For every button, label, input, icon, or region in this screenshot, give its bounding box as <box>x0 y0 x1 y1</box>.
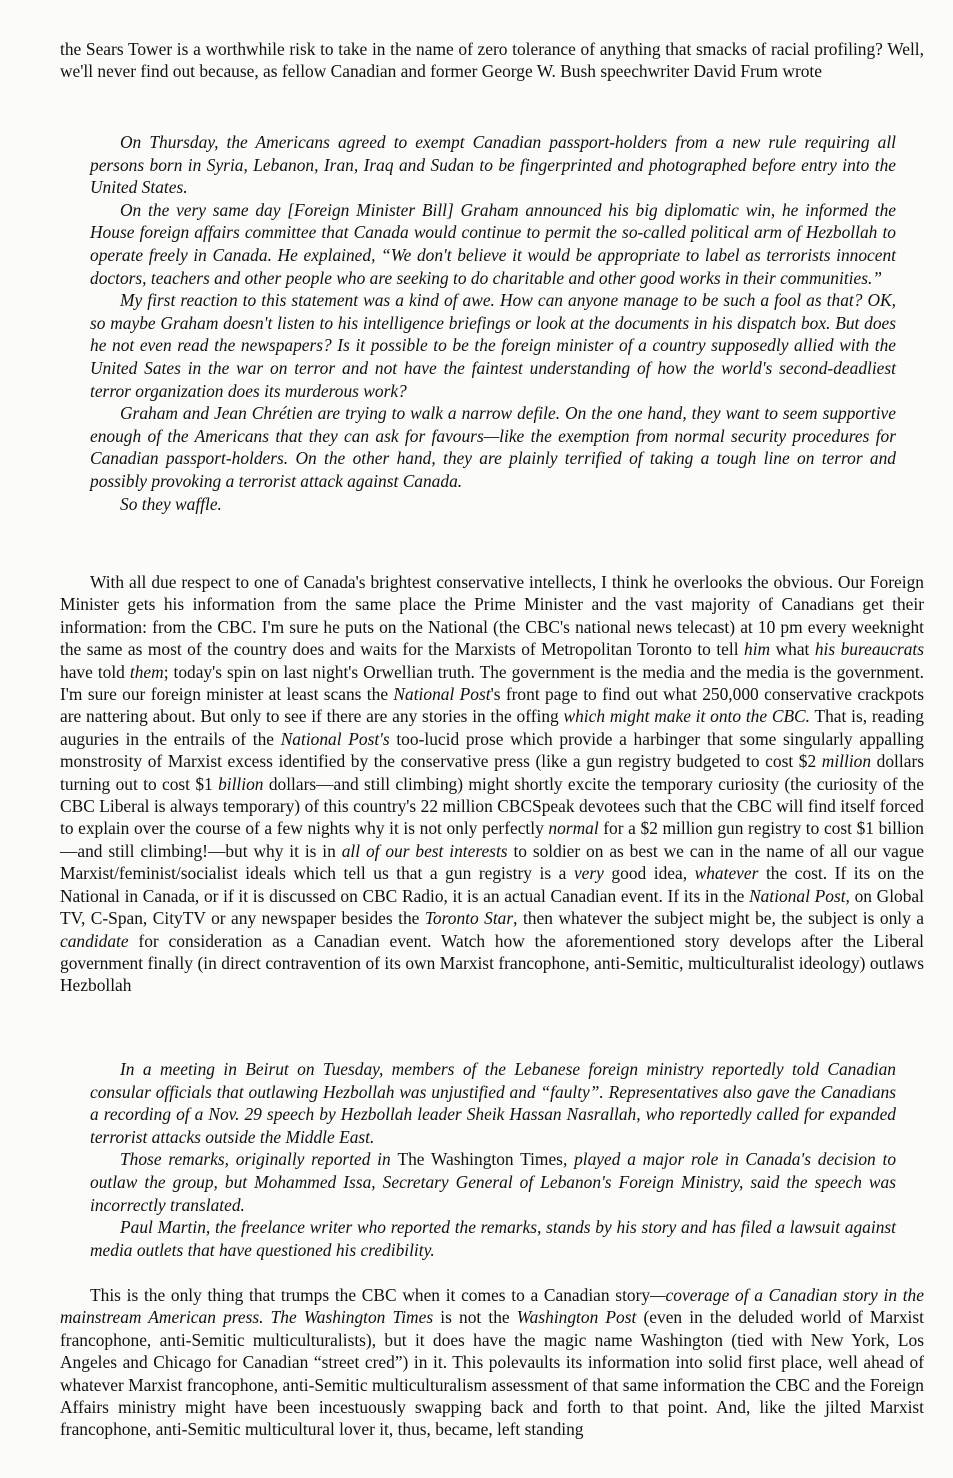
body-text: for consideration as a Canadian event. Watch how the aforementioned story develops after the Liberal government finally (in direct contravention of its own Marxist francophone, anti-Semitic, multiculturalist ideology) outlaws Hezbollah <box>60 930 924 996</box>
body-text: dollars turning out to cost $1 <box>60 751 924 794</box>
quote-paragraph: In a meeting in Beirut on Tuesday, members of the Lebanese foreign ministry reportedly told Canadian consular officials that outlawing Hezbollah was unjustified and “faulty”. Representatives also gave the Canadians a recording of a Nov. 29 speech by Hezbollah leader Sheik Hassan Nasrallah, who reportedly called for expanded terrorist attacks outside the Middle East. <box>90 1059 896 1147</box>
body-text: have told <box>60 661 130 682</box>
body-text: ; today's spin on last night's Orwellian truth. The government is the media and the media is the government. I'm sure our foreign minister at least scans the <box>60 661 925 705</box>
body-paragraph-american-press <box>60 1284 924 1441</box>
emphasis: candidate <box>60 930 129 951</box>
body-text: good idea, <box>603 863 695 884</box>
emphasis: —coverage of a Canadian story in the mainstream American press. The Washington Times <box>60 1285 924 1328</box>
quote-paragraph: So they waffle. <box>120 493 222 514</box>
emphasis: National Post <box>393 684 491 705</box>
body-text: , then whatever the subject might be, the subject is only a <box>513 908 924 929</box>
emphasis: his bureaucrats <box>814 639 925 660</box>
body-text: (even in the deluded world of Marxist francophone, anti-Semitic multiculturalists), but it does have the magic name Washington (tied with New York, Los Angeles and Chicago for Canadian “street cred”) in it. This polevaults its information into solid first place, well ahead of whatever Marxist francophone, anti-Semitic multiculturalism assessment of that same information the CBC and the Foreign Affairs ministry might have been incestuously swapping back and forth to that point. And, like the jilted Marxist francophone, anti-Semitic multicultural lover it, thus, became, left standing <box>60 1307 924 1440</box>
body-text: what <box>770 639 815 660</box>
body-paragraph-cbc <box>60 571 924 997</box>
emphasis: Toronto Star <box>424 908 514 929</box>
emphasis: National Post, <box>749 885 850 906</box>
emphasis: billion <box>218 773 264 794</box>
publication-name: The Washington Times <box>397 1149 563 1170</box>
body-text: to soldier on as best we can in the name of all our vague Marxist/feminist/socialist ideals which tell us that a gun registry is a <box>60 840 924 884</box>
emphasis: whatever <box>694 863 759 884</box>
emphasis: which might make it onto the CBC. <box>563 706 811 727</box>
emphasis: Washington Post <box>516 1307 637 1328</box>
intro-text: the Sears Tower is a worthwhile risk to take in the name of zero tolerance of anything that smacks of racial profiling? Well, we'll never find out because, as fellow Canadian and former George W. Bush speechwriter David Frum wrote <box>60 39 924 82</box>
quote-paragraph: On the very same day [Foreign Minister Bill] Graham announced his big diplomatic win, he informed the House foreign affairs committee that Canada would continue to permit the so-called political arm of Hezbollah to operate freely in Canada. He explained, “We don't believe it would be appropriate to label as terrorists innocent doctors, teachers and other people who are seeking to do charitable and other good works in their communities.” <box>90 199 896 288</box>
emphasis: National Post's <box>280 728 390 749</box>
body-paragraph <box>60 571 924 997</box>
emphasis: all of our best interests <box>341 840 508 861</box>
quote-paragraph: My first reaction to this statement was a kind of awe. How can anyone manage to be such a fool as that? OK, so maybe Graham doesn't listen to his intelligence briefings or look at the documents in his dispatch box. But does he not even read the newspapers? Is it possible to be the foreign minister of a country supposedly allied with the United Sates in the war on terror and not have the faintest understanding of how the world's second-deadliest terror organization does its murderous work? <box>90 290 896 401</box>
block-quote-frum <box>90 131 896 515</box>
emphasis: very <box>573 863 604 884</box>
emphasis: him <box>744 639 771 660</box>
quote-text: , played a major role in Canada's decision to outlaw the group, but Mohammed Issa, Secretary General of Lebanon's Foreign Ministry, said the speech was incorrectly translated. <box>90 1149 897 1215</box>
body-text: With all due respect to one of Canada's brightest conservative intellects, I think he overlooks the obvious. Our Foreign Minister gets his information from the same place the Prime Minister and the vast majority of Canadians get their information: from the CBC. I'm sure he puts on the National (the CBC's national news telecast) at 10 pm every weeknight the same as most of the country does and waits for the Marxists of Metropolitan Toronto to tell <box>60 572 924 660</box>
body-text: is not the <box>433 1307 517 1328</box>
intro-paragraph <box>60 38 924 83</box>
emphasis: million <box>821 751 872 772</box>
emphasis: normal <box>548 818 599 839</box>
emphasis: them <box>129 661 164 682</box>
quote-paragraph: On Thursday, the Americans agreed to exempt Canadian passport-holders from a new rule requiring all persons born in Syria, Lebanon, Iran, Iraq and Sudan to be fingerprinted and photographed before entry into the United States. <box>90 132 896 198</box>
body-text: on Global TV, C-Span, CityTV or any newspaper besides the <box>60 885 924 929</box>
body-text: too-lucid prose which provide a harbinger that some singularly appalling monstrosity of Marxist excess identified by the conservative press (like a gun registry budgeted to cost $2 <box>60 728 924 772</box>
body-paragraph <box>60 1284 924 1441</box>
block-quote-washington-times <box>90 1058 896 1261</box>
quote-paragraph: Graham and Jean Chrétien are trying to walk a narrow defile. On the one hand, they want to seem supportive enough of the Americans that they can ask for favours—like the exemption from normal security procedures for Canadian passport-holders. On the other hand, they are plainly terrified of taking a tough line on terror and possibly provoking a terrorist attack against Canada. <box>90 403 896 491</box>
body-text: the cost. If its on the National in Canada, or if it is discussed on CBC Radio, it is an actual Canadian event. If its in the <box>60 863 924 906</box>
quote-paragraph <box>90 1148 896 1216</box>
body-text: for a $2 million gun registry to cost $1 billion—and still climbing!—but why it is in <box>60 818 924 861</box>
quote-paragraph: Paul Martin, the freelance writer who reported the remarks, stands by his story and has filed a lawsuit against media outlets that have questioned his credibility. <box>90 1217 896 1260</box>
body-text: dollars—and still climbing) might shortly excite the temporary curiosity (the curiosity of the CBC Liberal is always temporary) of this country's 22 million CBCSpeak devotees such that the CBC will find itself forced to explain over the course of a few nights why it is not only perfectly <box>60 773 924 839</box>
body-text: This is the only thing that trumps the CBC when it comes to a Canadian story <box>90 1285 651 1305</box>
quote-text: Those remarks, originally reported in <box>120 1149 398 1170</box>
body-text: 's front page to find out what 250,000 conservative crackpots are nattering about. But only to see if there are any stories in the offing <box>60 684 924 727</box>
body-text: That is, reading auguries in the entrails of the <box>60 706 924 749</box>
